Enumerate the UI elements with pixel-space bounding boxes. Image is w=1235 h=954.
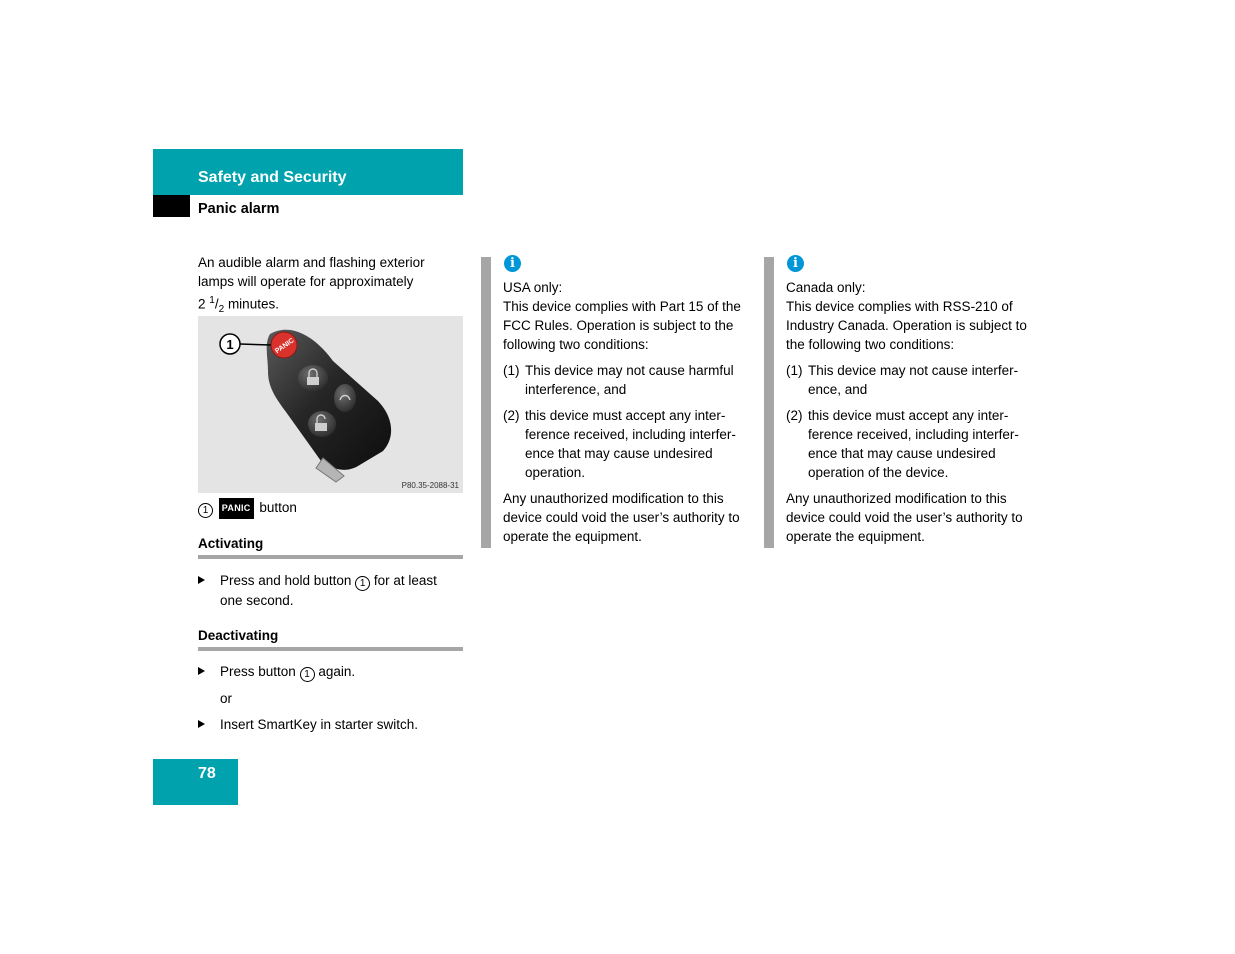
caption-label: button — [259, 500, 297, 515]
info-canada-c2-num: (2) — [786, 408, 803, 423]
deactivating-step1-num: 1 — [300, 667, 315, 682]
info-icon: i — [787, 255, 804, 272]
intro-time-whole: 2 — [198, 296, 206, 312]
panic-icon: PANIC — [219, 498, 254, 519]
info-canada-condition-2 — [786, 406, 1036, 482]
deactivating-heading: Deactivating — [198, 628, 463, 651]
info-canada-title: Canada only: — [786, 280, 866, 295]
activating-step-pre: Press and hold button — [220, 573, 352, 588]
caption-number: 1 — [198, 503, 213, 518]
info-canada-c2-text: this device must accept any interference received, including interference that may cause undesired operation of the device. — [808, 408, 1019, 480]
bullet-arrow-icon — [198, 720, 205, 728]
info-usa-c1-text: This device may not cause harmful interference, and — [525, 363, 734, 397]
figure-caption — [198, 498, 297, 519]
bullet-arrow-icon — [198, 576, 205, 584]
bullet-arrow-icon — [198, 667, 205, 675]
activating-step-num: 1 — [355, 576, 370, 591]
panic-button-label: PANIC — [274, 337, 296, 356]
intro-time-den: 2 — [218, 304, 225, 316]
callout-number: 1 — [226, 337, 234, 352]
smartkey-illustration — [198, 316, 463, 493]
deactivating-step1-post: again. — [318, 664, 356, 679]
callout-leader — [240, 344, 271, 345]
info-usa-condition-2 — [503, 406, 753, 482]
info-usa-c2-text: this device must accept any interference received, including interference that may cause undesired operation. — [525, 408, 736, 480]
figure-code: P80.35-2088-31 — [401, 481, 459, 490]
intro-time-num: 1 — [209, 295, 215, 306]
page-number-box — [153, 759, 238, 805]
intro-paragraph: An audible alarm and flashing exterior lamps will operate for approximately 2 $^1/_2$ minutes. — [198, 255, 425, 316]
info-icon: i — [504, 255, 521, 272]
info-usa-c2-num: (2) — [503, 408, 520, 423]
info-usa-condition-1 — [503, 361, 753, 399]
intro-time-unit: minutes. — [227, 296, 279, 312]
intro-text: An audible alarm and flashing exterior lamps will operate for approximately — [198, 255, 425, 289]
smartkey-figure — [198, 316, 463, 493]
activating-heading: Activating — [198, 536, 463, 559]
info-usa-title: USA only: — [503, 280, 563, 295]
activating-step-post: for at least one second. — [220, 573, 437, 608]
or-separator: or — [220, 691, 233, 706]
deactivating-step2-text: Insert SmartKey in starter switch. — [220, 717, 419, 732]
info-canada-c1-text: This device may not cause interference, and — [808, 363, 1019, 397]
trunk-button-graphic — [334, 384, 356, 412]
subsection-marker — [153, 195, 190, 217]
page-number: 78 — [198, 765, 216, 782]
info-canada — [786, 278, 1036, 546]
info-usa-c1-num: (1) — [503, 363, 520, 378]
info-bar-usa — [481, 257, 491, 548]
info-canada-intro: This device complies with RSS-210 of Industry Canada. Operation is subject to the following two conditions: — [786, 299, 1027, 352]
subsection-title: Panic alarm — [198, 201, 280, 217]
info-usa-intro: This device complies with Part 15 of the FCC Rules. Operation is subject to the following two conditions: — [503, 299, 741, 352]
info-canada-outro: Any unauthorized modification to this device could void the user’s authority to operate the equipment. — [786, 491, 1023, 544]
section-title: Safety and Security — [198, 169, 347, 186]
info-canada-c1-num: (1) — [786, 363, 803, 378]
activating-step — [198, 571, 463, 610]
info-usa-outro: Any unauthorized modification to this device could void the user’s authority to operate the equipment. — [503, 491, 740, 544]
deactivating-step-2 — [198, 715, 463, 734]
info-bar-canada — [764, 257, 774, 548]
info-usa — [503, 278, 753, 546]
deactivating-step-1 — [198, 662, 463, 682]
deactivating-step1-pre: Press button — [220, 664, 296, 679]
info-canada-condition-1 — [786, 361, 1036, 399]
